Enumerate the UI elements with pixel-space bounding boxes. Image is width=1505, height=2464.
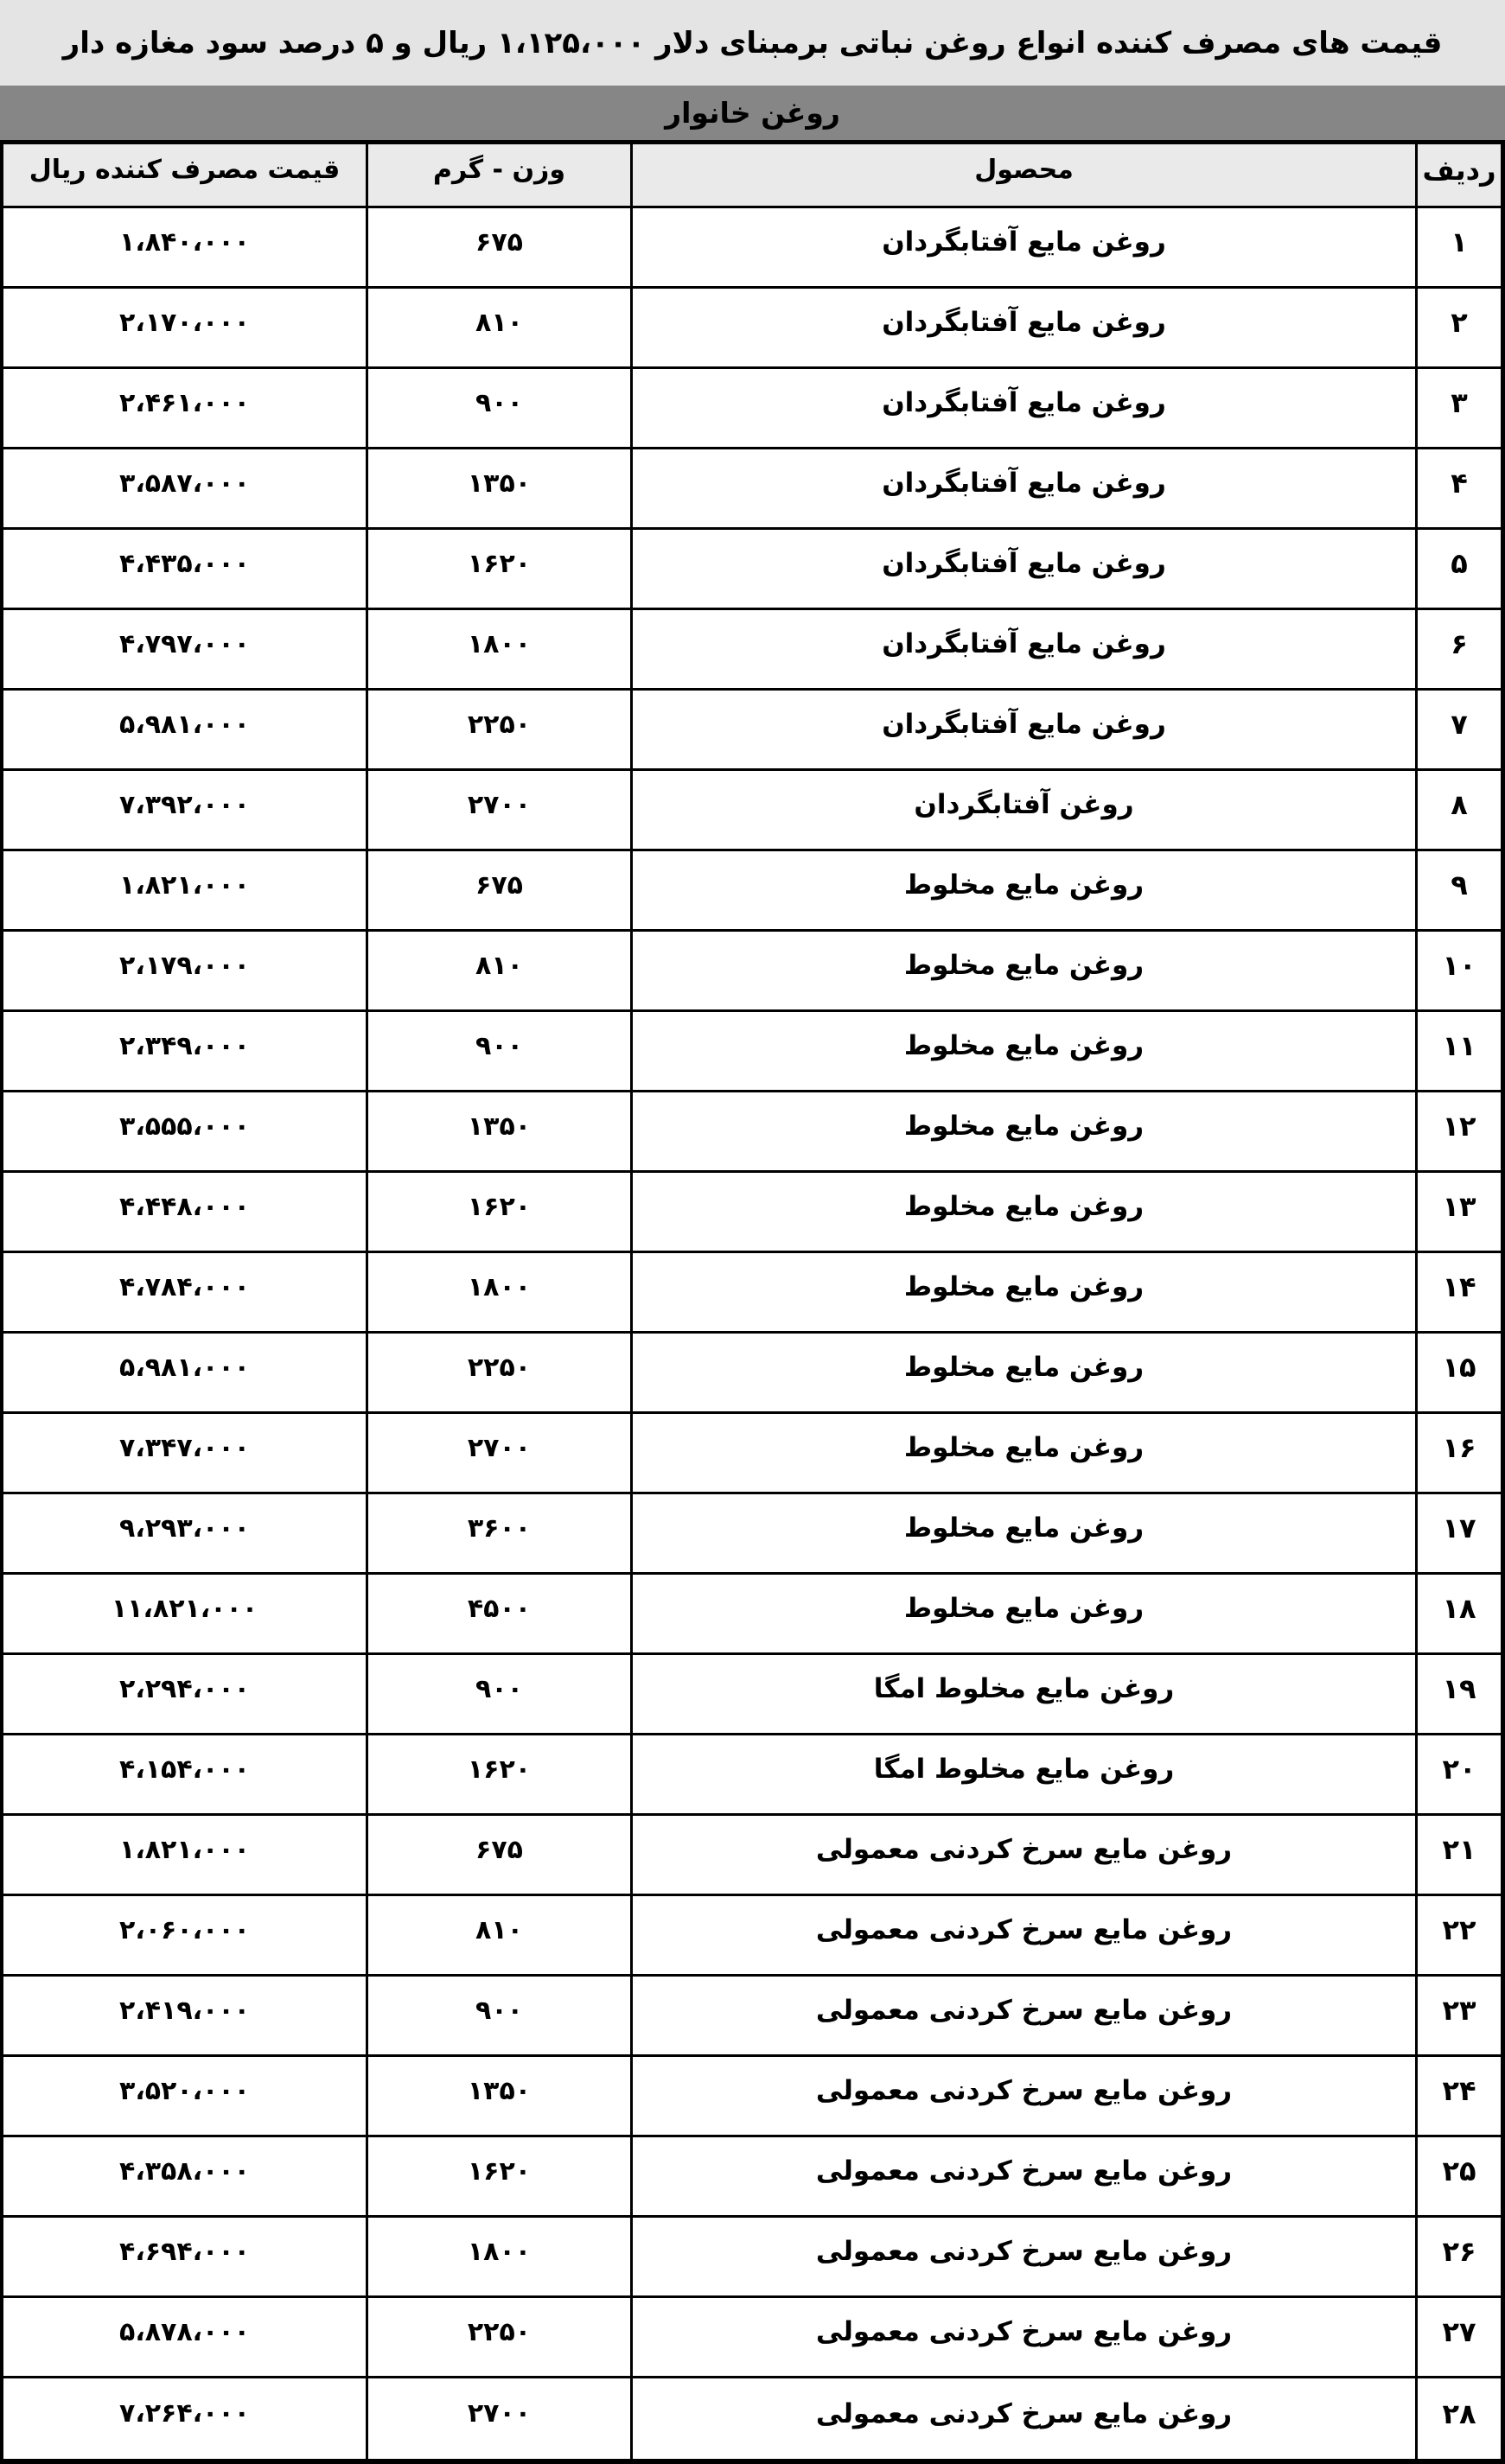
cell-weight: ۹۰۰ (366, 1655, 630, 1735)
cell-price: ۳،۵۵۵،۰۰۰ (3, 1092, 366, 1173)
cell-weight: ۲۷۰۰ (366, 2378, 630, 2459)
cell-row-number: ۲۶ (1415, 2218, 1501, 2298)
cell-price: ۱۱،۸۲۱،۰۰۰ (3, 1575, 366, 1655)
cell-price: ۹،۲۹۳،۰۰۰ (3, 1494, 366, 1575)
cell-price: ۲،۲۹۴،۰۰۰ (3, 1655, 366, 1735)
cell-weight: ۱۶۲۰ (366, 1735, 630, 1816)
cell-row-number: ۲۳ (1415, 1977, 1501, 2057)
cell-weight: ۱۶۲۰ (366, 2137, 630, 2218)
cell-product: روغن مایع مخلوط (630, 1414, 1415, 1494)
cell-product: روغن مایع مخلوط (630, 1494, 1415, 1575)
section-header-band (0, 86, 1505, 140)
cell-weight: ۲۲۵۰ (366, 2298, 630, 2378)
cell-price: ۴،۱۵۴،۰۰۰ (3, 1735, 366, 1816)
cell-weight: ۳۶۰۰ (366, 1494, 630, 1575)
cell-row-number: ۲۱ (1415, 1816, 1501, 1896)
cell-row-number: ۱ (1415, 208, 1501, 289)
cell-weight: ۱۶۲۰ (366, 1173, 630, 1253)
cell-price: ۳،۵۸۷،۰۰۰ (3, 449, 366, 530)
cell-price: ۲،۱۷۰،۰۰۰ (3, 289, 366, 369)
cell-weight: ۲۷۰۰ (366, 771, 630, 851)
cell-product: روغن مایع مخلوط امگا (630, 1655, 1415, 1735)
cell-row-number: ۲ (1415, 289, 1501, 369)
cell-product: روغن مایع سرخ کردنی معمولی (630, 2057, 1415, 2137)
cell-weight: ۸۱۰ (366, 1896, 630, 1977)
cell-product: روغن مایع سرخ کردنی معمولی (630, 1816, 1415, 1896)
cell-product: روغن مایع سرخ کردنی معمولی (630, 2298, 1415, 2378)
cell-weight: ۶۷۵ (366, 1816, 630, 1896)
cell-price: ۴،۳۵۸،۰۰۰ (3, 2137, 366, 2218)
cell-row-number: ۲۲ (1415, 1896, 1501, 1977)
cell-weight: ۱۳۵۰ (366, 449, 630, 530)
col-header-row-number: ردیف (1415, 144, 1501, 208)
cell-price: ۲،۴۶۱،۰۰۰ (3, 369, 366, 449)
cell-weight: ۲۲۵۰ (366, 1334, 630, 1414)
cell-row-number: ۱۸ (1415, 1575, 1501, 1655)
cell-product: روغن مایع سرخ کردنی معمولی (630, 2378, 1415, 2459)
cell-price: ۲،۴۱۹،۰۰۰ (3, 1977, 366, 2057)
page-title-band (0, 0, 1505, 86)
cell-row-number: ۹ (1415, 851, 1501, 932)
cell-weight: ۸۱۰ (366, 932, 630, 1012)
cell-weight: ۶۷۵ (366, 851, 630, 932)
cell-weight: ۱۸۰۰ (366, 1253, 630, 1334)
cell-product: روغن مایع مخلوط (630, 1092, 1415, 1173)
cell-product: روغن مایع آفتابگردان (630, 449, 1415, 530)
cell-weight: ۹۰۰ (366, 1977, 630, 2057)
cell-weight: ۴۵۰۰ (366, 1575, 630, 1655)
cell-product: روغن مایع سرخ کردنی معمولی (630, 1977, 1415, 2057)
cell-row-number: ۴ (1415, 449, 1501, 530)
cell-price: ۲،۳۴۹،۰۰۰ (3, 1012, 366, 1092)
col-header-product: محصول (630, 144, 1415, 208)
cell-price: ۵،۸۷۸،۰۰۰ (3, 2298, 366, 2378)
cell-row-number: ۸ (1415, 771, 1501, 851)
cell-product: روغن مایع مخلوط (630, 1334, 1415, 1414)
cell-price: ۵،۹۸۱،۰۰۰ (3, 691, 366, 771)
cell-price: ۷،۳۹۲،۰۰۰ (3, 771, 366, 851)
cell-price: ۳،۵۲۰،۰۰۰ (3, 2057, 366, 2137)
cell-row-number: ۲۵ (1415, 2137, 1501, 2218)
cell-product: روغن آفتابگردان (630, 771, 1415, 851)
cell-weight: ۹۰۰ (366, 1012, 630, 1092)
cell-row-number: ۵ (1415, 530, 1501, 610)
cell-weight: ۱۸۰۰ (366, 2218, 630, 2298)
cell-weight: ۱۸۰۰ (366, 610, 630, 691)
cell-row-number: ۷ (1415, 691, 1501, 771)
cell-product: روغن مایع آفتابگردان (630, 530, 1415, 610)
cell-price: ۱،۸۲۱،۰۰۰ (3, 851, 366, 932)
page-title: قیمت های مصرف کننده انواع روغن نباتی برمبنای دلار ۱،۱۲۵،۰۰۰ ریال و ۵ درصد سود مغازه دار (62, 25, 1443, 60)
cell-weight: ۸۱۰ (366, 289, 630, 369)
cell-product: روغن مایع مخلوط امگا (630, 1735, 1415, 1816)
cell-row-number: ۱۵ (1415, 1334, 1501, 1414)
cell-row-number: ۱۱ (1415, 1012, 1501, 1092)
cell-weight: ۶۷۵ (366, 208, 630, 289)
price-table (0, 140, 1505, 2464)
cell-product: روغن مایع مخلوط (630, 1253, 1415, 1334)
cell-price: ۷،۳۴۷،۰۰۰ (3, 1414, 366, 1494)
cell-weight: ۲۷۰۰ (366, 1414, 630, 1494)
cell-price: ۴،۴۳۵،۰۰۰ (3, 530, 366, 610)
cell-price: ۵،۹۸۱،۰۰۰ (3, 1334, 366, 1414)
cell-row-number: ۱۰ (1415, 932, 1501, 1012)
cell-product: روغن مایع مخلوط (630, 1173, 1415, 1253)
cell-weight: ۲۲۵۰ (366, 691, 630, 771)
section-header: روغن خانوار (665, 96, 840, 130)
cell-row-number: ۲۸ (1415, 2378, 1501, 2459)
cell-row-number: ۲۰ (1415, 1735, 1501, 1816)
cell-product: روغن مایع آفتابگردان (630, 369, 1415, 449)
cell-weight: ۱۳۵۰ (366, 1092, 630, 1173)
cell-product: روغن مایع سرخ کردنی معمولی (630, 2218, 1415, 2298)
cell-weight: ۱۳۵۰ (366, 2057, 630, 2137)
cell-product: روغن مایع آفتابگردان (630, 289, 1415, 369)
cell-price: ۴،۶۹۴،۰۰۰ (3, 2218, 366, 2298)
cell-price: ۴،۷۹۷،۰۰۰ (3, 610, 366, 691)
cell-product: روغن مایع سرخ کردنی معمولی (630, 2137, 1415, 2218)
cell-product: روغن مایع مخلوط (630, 1012, 1415, 1092)
cell-row-number: ۶ (1415, 610, 1501, 691)
cell-row-number: ۱۲ (1415, 1092, 1501, 1173)
cell-product: روغن مایع آفتابگردان (630, 691, 1415, 771)
cell-row-number: ۲۷ (1415, 2298, 1501, 2378)
cell-product: روغن مایع آفتابگردان (630, 208, 1415, 289)
cell-price: ۱،۸۲۱،۰۰۰ (3, 1816, 366, 1896)
cell-price: ۱،۸۴۰،۰۰۰ (3, 208, 366, 289)
cell-price: ۲،۰۶۰،۰۰۰ (3, 1896, 366, 1977)
cell-row-number: ۱۴ (1415, 1253, 1501, 1334)
cell-weight: ۱۶۲۰ (366, 530, 630, 610)
cell-weight: ۹۰۰ (366, 369, 630, 449)
cell-price: ۲،۱۷۹،۰۰۰ (3, 932, 366, 1012)
cell-row-number: ۱۳ (1415, 1173, 1501, 1253)
cell-row-number: ۳ (1415, 369, 1501, 449)
cell-price: ۴،۴۴۸،۰۰۰ (3, 1173, 366, 1253)
cell-price: ۷،۲۶۴،۰۰۰ (119, 2398, 250, 2429)
cell-product: روغن مایع آفتابگردان (630, 610, 1415, 691)
cell-product: روغن مایع سرخ کردنی معمولی (630, 1896, 1415, 1977)
cell-price: ۴،۷۸۴،۰۰۰ (3, 1253, 366, 1334)
cell-product: روغن مایع مخلوط (630, 1575, 1415, 1655)
cell-product: روغن مایع مخلوط (630, 932, 1415, 1012)
col-header-price: قیمت مصرف کننده ریال (3, 144, 366, 208)
col-header-weight: وزن - گرم (366, 144, 630, 208)
cell-row-number: ۲۴ (1415, 2057, 1501, 2137)
cell-row-number: ۱۹ (1415, 1655, 1501, 1735)
cell-product: روغن مایع مخلوط (630, 851, 1415, 932)
cell-row-number: ۱۷ (1415, 1494, 1501, 1575)
cell-row-number: ۱۶ (1415, 1414, 1501, 1494)
